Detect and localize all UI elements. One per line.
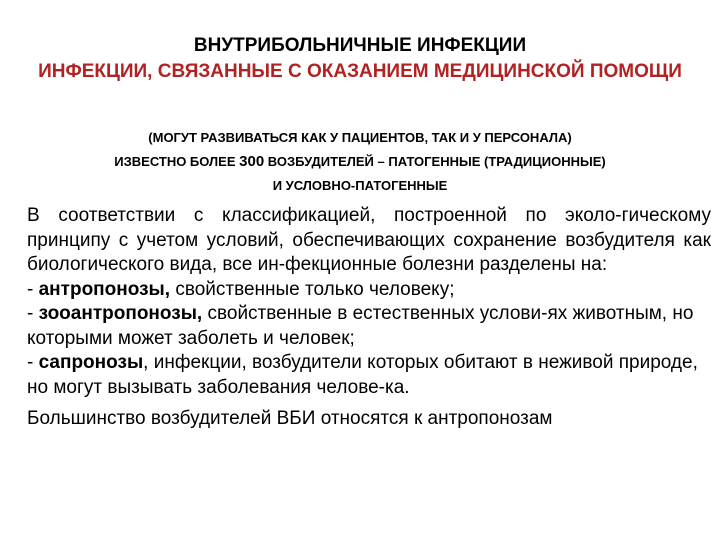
- list-term: сапронозы: [38, 352, 144, 373]
- main-text: [27, 204, 711, 432]
- list-description: свойственные в естественных услови-ях животным, но которыми может заболеть и человек;: [27, 303, 694, 349]
- list-dash: -: [27, 352, 39, 373]
- conclusion-text: Большинство возбудителей ВБИ относятся к антропонозам: [27, 408, 553, 429]
- intro-paragraph: В соответствии с классификацией, построенной по эколо-гическому принципу с учетом условий, обеспечивающих сохранение возбудителя как биологического вида, все ин-фекционные болезни разделены на:: [27, 205, 711, 275]
- note-line-2-end: ВОЗБУДИТЕЛЕЙ – ПАТОГЕННЫЕ (ТРАДИЦИОННЫЕ): [264, 154, 606, 169]
- slide-title: ВНУТРИБОЛЬНИЧНЫЕ ИНФЕКЦИИ: [193, 35, 527, 56]
- list-dash: -: [27, 278, 39, 300]
- list-dash: -: [27, 303, 39, 324]
- list-description: , инфекции, возбудители которых обитают в неживой природе, но могут вызывать заболевания челове-ка.: [27, 352, 698, 398]
- note-line-1: (МОГУТ РАЗВИВАТЬСЯ КАК У ПАЦИЕНТОВ, ТАК И У ПЕРСОНАЛА): [148, 130, 572, 145]
- list-item: [27, 278, 711, 303]
- list-term: антропонозы,: [38, 278, 171, 300]
- note-line-2: [20, 150, 700, 174]
- pathogen-count: 300: [239, 153, 265, 170]
- list-description: свойственные только человеку;: [170, 278, 455, 300]
- slide-subtitle: ИНФЕКЦИИ, СВЯЗАННЫЕ С ОКАЗАНИЕМ МЕДИЦИНСКОЙ ПОМОЩИ: [38, 61, 682, 82]
- note-line-2-start: ИЗВЕСТНО БОЛЕЕ: [114, 154, 240, 169]
- pathogen-note: [20, 126, 700, 198]
- list-item: [27, 351, 711, 400]
- list-term: зооантропонозы,: [38, 303, 203, 324]
- list-item: [27, 302, 711, 351]
- note-line-3: И УСЛОВНО-ПАТОГЕННЫЕ: [272, 178, 448, 193]
